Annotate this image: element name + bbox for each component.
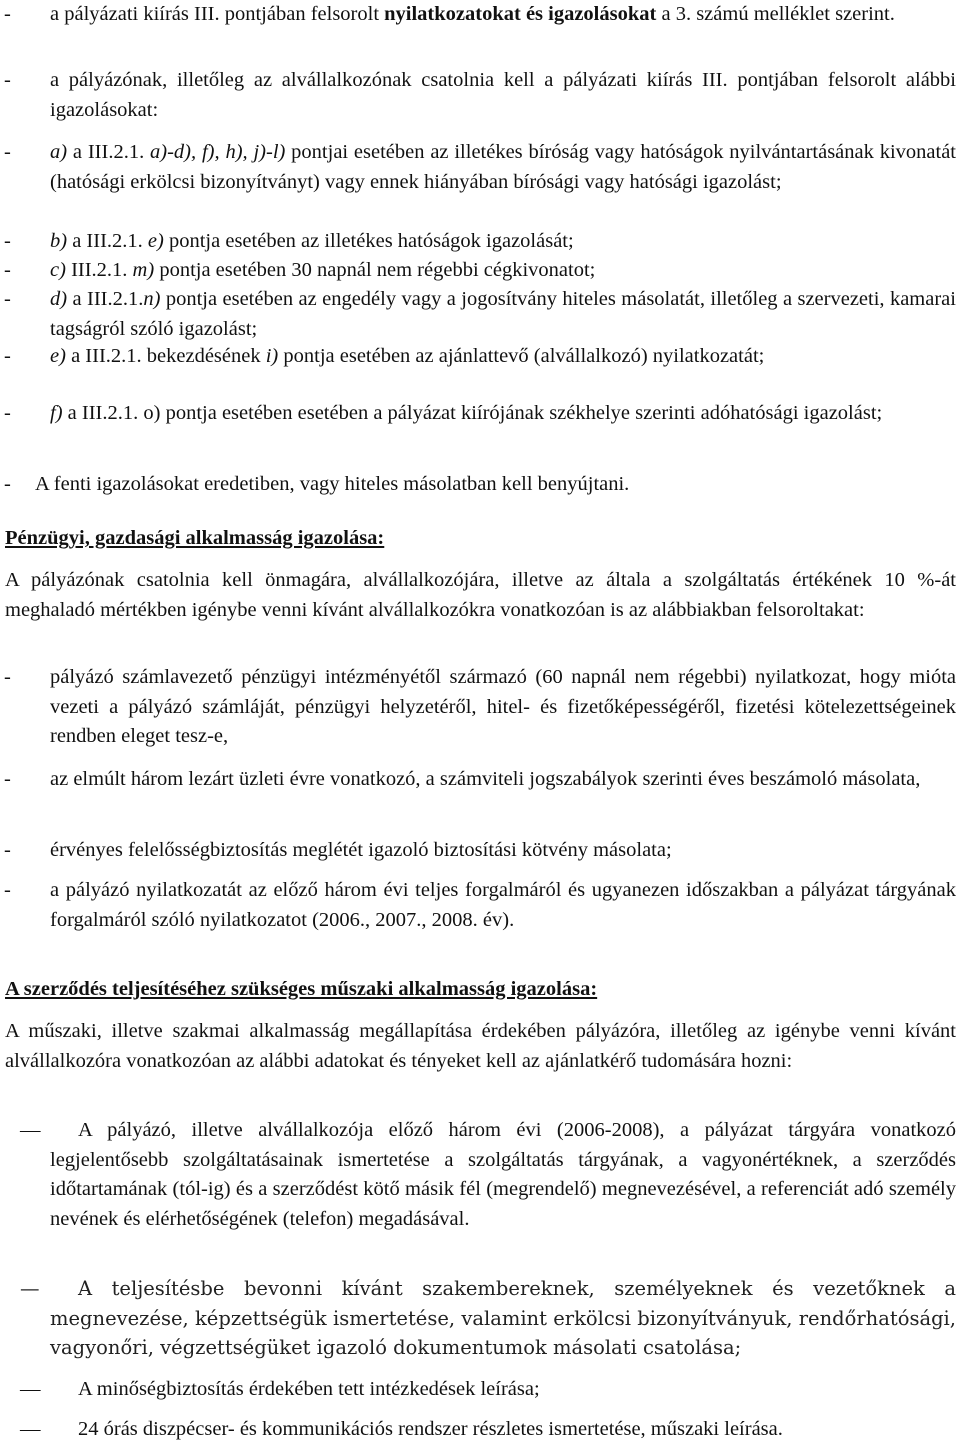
original-copies-note	[0, 470, 956, 500]
technical-intro: A műszaki, illetve szakmai alkalmasság megállapítása érdekében pályázóra, illetőleg az igénybe venni kívánt alvállalkozóra vonatkozóan az alábbi adatokat és tényeket kell az ajánlatkérő tudomására hozni:	[5, 1020, 956, 1072]
cert-item-label: d)	[50, 288, 68, 310]
cert-item-e	[0, 342, 956, 372]
cert-item-a	[0, 138, 956, 197]
list-dash: -	[4, 288, 11, 310]
list-dash: -	[4, 879, 11, 901]
list-dash: -	[4, 141, 11, 163]
technical-item-references	[20, 1116, 956, 1234]
intro-item-text-end: a 3. számú melléklet szerint.	[656, 3, 895, 25]
cert-item-text: pontjai esetében az illetékes bíróság vagy hatóságok nyilvántartásának kivonatát (hatósági erkölcsi bizonyítványt) vagy ennek hiányában bírósági vagy hatósági igazolást;	[50, 141, 956, 193]
list-dash: -	[4, 259, 11, 281]
financial-item-insurance	[0, 836, 956, 866]
financial-item-text: az elmúlt három lezárt üzleti évre vonatkozó, a számviteli jogszabályok szerinti éves beszámoló másolata,	[50, 768, 921, 790]
cert-item-ref-prefix: a III.2.1.	[67, 230, 148, 252]
cert-item-label: c)	[50, 259, 66, 281]
financial-item-turnover	[0, 876, 956, 935]
cert-item-c	[0, 256, 956, 286]
list-dash: -	[4, 345, 11, 367]
intro-item-text: a pályázati kiírás III. pontjában felsorolt	[50, 3, 385, 25]
intro-item-certificates	[0, 66, 956, 125]
intro-item-bold-text: nyilatkozatokat és igazolásokat	[384, 3, 657, 25]
cert-item-ref-prefix: a III.2.1. bekezdésének	[65, 345, 266, 367]
list-dash: -	[4, 768, 11, 790]
list-dash: —	[20, 1378, 41, 1400]
financial-item-text: a pályázó nyilatkozatát az előző három évi teljes forgalmáról és ugyanezen időszakban a pályázat tárgyának forgalmáról szóló nyilatkozatot (2006., 2007., 2008. év).	[50, 879, 956, 931]
cert-item-ref: m)	[132, 259, 155, 281]
cert-item-text: pontja esetében 30 napnál nem régebbi cégkivonatot;	[154, 259, 596, 281]
cert-item-text: pontja esetében az illetékes hatóságok igazolását;	[163, 230, 574, 252]
cert-item-d	[0, 285, 956, 344]
intro-item-declarations	[0, 0, 956, 30]
technical-heading: A szerződés teljesítéséhez szükséges műszaki alkalmasság igazolása:	[5, 978, 598, 1000]
technical-item-text: A minőségbiztosítás érdekében tett intézkedések leírása;	[78, 1378, 540, 1400]
cert-item-text: pontja esetében az ajánlattevő (alvállalkozó) nyilatkozatát;	[278, 345, 765, 367]
financial-intro: A pályázónak csatolnia kell önmagára, alvállalkozójára, illetve az általa a szolgáltatás értékének 10 %-át meghaladó mértékben igénybe venni kívánt alvállalkozókra vonatkozóan is az alábbiakban felsoroltakat:	[5, 569, 956, 621]
list-dash: —	[20, 1277, 40, 1300]
cert-item-ref-prefix: III.2.1.	[65, 259, 133, 281]
list-dash: -	[4, 402, 11, 424]
financial-item-annual-report	[0, 765, 956, 795]
cert-item-ref-prefix: a III.2.1.	[67, 141, 151, 163]
cert-item-ref: i)	[265, 345, 279, 367]
list-dash: —	[20, 1119, 41, 1141]
note-text: A fenti igazolásokat eredetiben, vagy hiteles másolatban kell benyújtani.	[35, 473, 630, 495]
financial-heading: Pénzügyi, gazdasági alkalmasság igazolása:	[5, 527, 385, 549]
technical-item-quality	[20, 1375, 956, 1405]
cert-item-ref: a)-d), f), h), j)-l)	[150, 141, 286, 163]
list-dash: -	[4, 839, 11, 861]
cert-item-f	[0, 399, 956, 429]
cert-item-label: e)	[50, 345, 66, 367]
technical-item-text: A pályázó, illetve alvállalkozója előző három évi (2006-2008), a pályázat tárgyára vonatkozó legjelentősebb szolgáltatásainak ismertetése a szolgáltatás tárgyának, a vagyonértéknek, a szerződés időtartamának (tól-ig) és a szerződést kötő másik fél (megrendelő) megnevezésével, a referenciát adó személy nevének és elérhetőségének (telefon) megadásával.	[50, 1119, 956, 1230]
cert-item-b	[0, 227, 956, 257]
cert-item-label: b)	[50, 230, 68, 252]
technical-item-experts	[20, 1274, 956, 1363]
technical-item-dispatcher	[20, 1415, 956, 1445]
cert-item-ref-prefix: a III.2.1.	[62, 402, 144, 424]
financial-item-bank-statement	[0, 663, 956, 752]
cert-item-label: a)	[50, 141, 68, 163]
list-dash: -	[4, 69, 11, 91]
cert-item-label: f)	[50, 402, 63, 424]
intro-item-text: a pályázónak, illetőleg az alvállalkozónak csatolnia kell a pályázati kiírás III. pontjában felsorolt alábbi igazolásokat:	[50, 69, 956, 121]
list-dash: -	[4, 473, 11, 495]
list-dash: -	[4, 3, 11, 25]
cert-item-text: o) pontja esetében esetében a pályázat kiírójának székhelye szerinti adóhatósági igazolást;	[143, 402, 883, 424]
technical-item-text: 24 órás diszpécser- és kommunikációs rendszer részletes ismertetése, műszaki leírása.	[78, 1418, 783, 1440]
financial-item-text: pályázó számlavezető pénzügyi intézményétől származó (60 napnál nem régebbi) nyilatkozat, hogy mióta vezeti a pályázó számláját, pénzügyi helyzetéről, hitel- és fizetőképességéről, fizetési kötelezettségeinek rendben eleget tesz-e,	[50, 666, 956, 747]
cert-item-ref: n)	[143, 288, 161, 310]
cert-item-ref-prefix: a III.2.1.	[67, 288, 144, 310]
cert-item-ref: e)	[147, 230, 164, 252]
technical-item-text: A teljesítésbe bevonni kívánt szakembereknek, személyeknek és vezetőknek a megnevezése, képzettségük ismertetése, valamint erkölcsi bizonyítványuk, rendőrhatósági, vagyonőri, végzettségüket igazoló dokumentumok másolati csatolása;	[50, 1277, 956, 1359]
financial-item-text: érvényes felelősségbiztosítás meglétét igazoló biztosítási kötvény másolata;	[50, 839, 672, 861]
list-dash: —	[20, 1418, 41, 1440]
cert-item-text: pontja esetében az engedély vagy a jogosítvány hiteles másolatát, illetőleg a szervezeti, kamarai tagságról szóló igazolást;	[50, 288, 956, 340]
list-dash: -	[4, 666, 11, 688]
list-dash: -	[4, 230, 11, 252]
